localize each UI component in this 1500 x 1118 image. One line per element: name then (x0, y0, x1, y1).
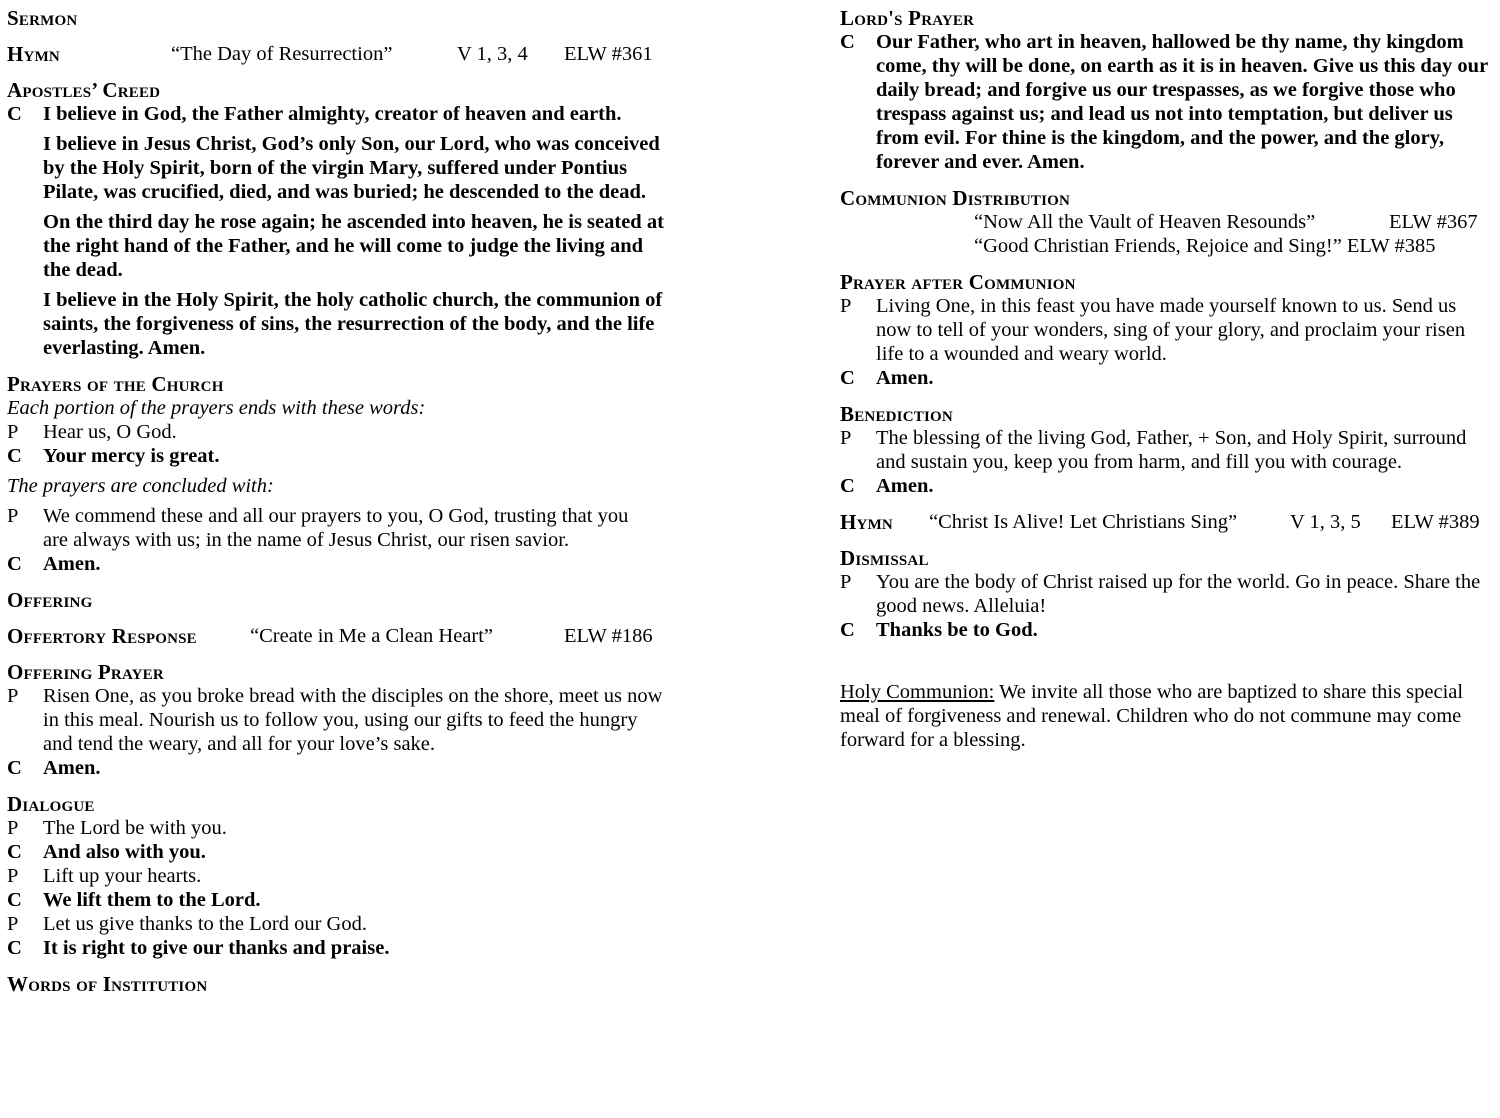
after-communion-text: Living One, in this feast you have made yourself known to us. Send us now to tell of your wonders, sing of your glory, and proclaim your risen life to a wounded and weary world. (876, 295, 1466, 365)
dialogue-text: Lift up your hearts. (43, 865, 202, 887)
after-communion-heading: Prayer after Communion (840, 270, 1076, 294)
lords-prayer-text: Our Father, who art in heaven, hallowed be thy name, thy kingdom come, thy will be done, on earth as it is in heaven. Give us this day our daily bread; and forgive us our trespasses, as we forgive those who trespass against us; and lead us not into temptation, but deliver us from evil. For thine is the kingdom, and the power, and the glory, forever and ever. Amen. (876, 31, 1488, 173)
prayers-p2-text: We commend these and all our prayers to you, O God, trusting that you are always with us; in the name of Jesus Christ, our risen savior. (43, 505, 629, 551)
speaker-label: P (7, 421, 19, 443)
dismissal-heading: Dismissal (840, 546, 929, 570)
speaker-label: P (7, 505, 19, 527)
sermon-heading: Sermon (7, 6, 78, 30)
creed-p3 (7, 210, 672, 282)
offertory-label: Offertory Response (7, 624, 197, 648)
dialogue-text: The Lord be with you. (43, 817, 227, 839)
hymn-label: Hymn (7, 42, 60, 66)
hymn-verses: V 1, 3, 5 (1290, 511, 1361, 533)
speaker-label: C (840, 31, 855, 53)
distribution-ref-a: ELW #367 (1389, 211, 1478, 233)
offering-prayer-text: Risen One, as you broke bread with the disciples on the shore, meet us now in this meal. Nourish us to follow you, using our gifts to feed the hungry and tend the weary, and all for your love’s sake. (43, 685, 663, 755)
creed-text-4: I believe in the Holy Spirit, the holy catholic church, the communion of saints, the forgiveness of sins, the resurrection of the body, and the life everlasting. Amen. (43, 289, 663, 359)
offering-prayer-amen: Amen. (43, 757, 101, 779)
benediction-c (840, 474, 1495, 498)
dismissal-response: Thanks be to God. (876, 619, 1038, 641)
prayers-note: Each portion of the prayers ends with these words: (7, 397, 426, 419)
creed-p4 (7, 288, 672, 360)
benediction-p (840, 426, 1495, 474)
prayers-heading: Prayers of the Church (7, 372, 224, 396)
prayers-p-line (7, 420, 672, 444)
creed-p1 (7, 102, 672, 126)
speaker-label: P (7, 817, 19, 839)
hymn-title: “The Day of Resurrection” (171, 43, 393, 65)
prayers-concluded: The prayers are concluded with: (7, 475, 274, 497)
dialogue-line (7, 936, 672, 960)
offering-prayer-c (7, 756, 672, 780)
dialogue-line (7, 912, 672, 936)
speaker-label: P (840, 427, 852, 449)
hymn-line-2 (840, 510, 1495, 534)
distribution-title-a: “Now All the Vault of Heaven Resounds” (974, 211, 1316, 233)
speaker-label: C (7, 757, 22, 779)
hymn-title: “Christ Is Alive! Let Christians Sing” (929, 511, 1238, 533)
speaker-label: C (840, 367, 855, 389)
creed-text-1: I believe in God, the Father almighty, creator of heaven and earth. (43, 103, 622, 125)
dismissal-p (840, 570, 1495, 618)
after-communion-c (840, 366, 1495, 390)
hymn-ref: ELW #361 (564, 43, 653, 65)
speaker-label: P (7, 913, 19, 935)
dialogue-heading: Dialogue (7, 792, 95, 816)
offering-heading: Offering (7, 588, 93, 612)
speaker-label: C (7, 553, 22, 575)
prayers-c2-line (7, 552, 672, 576)
speaker-label: P (7, 865, 19, 887)
left-column (7, 6, 672, 996)
hymn-label: Hymn (840, 510, 893, 534)
creed-text-2: I believe in Jesus Christ, God’s only Son, our Lord, who was conceived by the Holy Spirit, born of the virgin Mary, suffered under Pontius Pilate, was crucified, died, and was buried; he descended to the dead. (43, 133, 660, 203)
lords-prayer-body (840, 30, 1495, 174)
speaker-label: P (840, 571, 852, 593)
dialogue-line (7, 816, 672, 840)
lords-prayer-heading: Lord's Prayer (840, 6, 975, 30)
speaker-label: C (7, 445, 22, 467)
hymn-ref: ELW #389 (1391, 511, 1480, 533)
speaker-label: C (7, 889, 22, 911)
creed-text-3: On the third day he rose again; he ascended into heaven, he is seated at the right hand of the Father, and he will come to judge the living and the dead. (43, 211, 664, 281)
after-communion-amen: Amen. (876, 367, 934, 389)
offertory-title: “Create in Me a Clean Heart” (250, 625, 494, 647)
after-communion-p (840, 294, 1495, 366)
creed-p2 (7, 132, 672, 204)
prayers-c2-text: Amen. (43, 553, 101, 575)
dialogue-text: It is right to give our thanks and praise. (43, 937, 390, 959)
distribution-hymn-a (840, 210, 1495, 234)
benediction-amen: Amen. (876, 475, 934, 497)
speaker-label: C (7, 937, 22, 959)
communion-note-label: Holy Communion: (840, 681, 995, 703)
offering-prayer-p (7, 684, 672, 756)
dialogue-line (7, 840, 672, 864)
offertory-line (7, 624, 672, 648)
creed-heading: Apostles’ Creed (7, 78, 161, 102)
distribution-heading: Communion Distribution (840, 186, 1071, 210)
dismissal-text: You are the body of Christ raised up for the world. Go in peace. Share the good news. Alleluia! (876, 571, 1481, 617)
dialogue-line (7, 888, 672, 912)
dismissal-c (840, 618, 1495, 642)
words-heading: Words of Institution (7, 972, 208, 996)
dialogue-text: Let us give thanks to the Lord our God. (43, 913, 367, 935)
distribution-hymn-b (840, 234, 1495, 258)
right-column (840, 6, 1495, 752)
hymn-verses: V 1, 3, 4 (457, 43, 528, 65)
speaker-label: P (840, 295, 852, 317)
speaker-label: C (840, 619, 855, 641)
benediction-text: The blessing of the living God, Father, + Son, and Holy Spirit, surround and sustain you, keep you from harm, and fill you with courage. (876, 427, 1467, 473)
prayers-p2-line (7, 504, 672, 552)
offertory-ref: ELW #186 (564, 625, 653, 647)
hymn-line-1 (7, 42, 672, 66)
dialogue-line (7, 864, 672, 888)
communion-note-text: We invite all those who are baptized to share this special meal of forgiveness and renewal. Children who do not commune may come forward for a blessing. (840, 681, 1464, 751)
dialogue-text: And also with you. (43, 841, 206, 863)
speaker-label: P (7, 685, 19, 707)
prayers-c-line (7, 444, 672, 468)
dialogue-text: We lift them to the Lord. (43, 889, 261, 911)
distribution-ref-b: ELW #385 (1346, 235, 1436, 257)
speaker-label: C (840, 475, 855, 497)
communion-note (840, 680, 1480, 752)
offering-prayer-heading: Offering Prayer (7, 660, 164, 684)
speaker-label: C (7, 103, 22, 125)
benediction-heading: Benediction (840, 402, 953, 426)
prayers-c-text: Your mercy is great. (43, 445, 220, 467)
prayers-p-text: Hear us, O God. (43, 421, 177, 443)
speaker-label: C (7, 841, 22, 863)
distribution-title-b: “Good Christian Friends, Rejoice and Sing!” (974, 235, 1342, 257)
